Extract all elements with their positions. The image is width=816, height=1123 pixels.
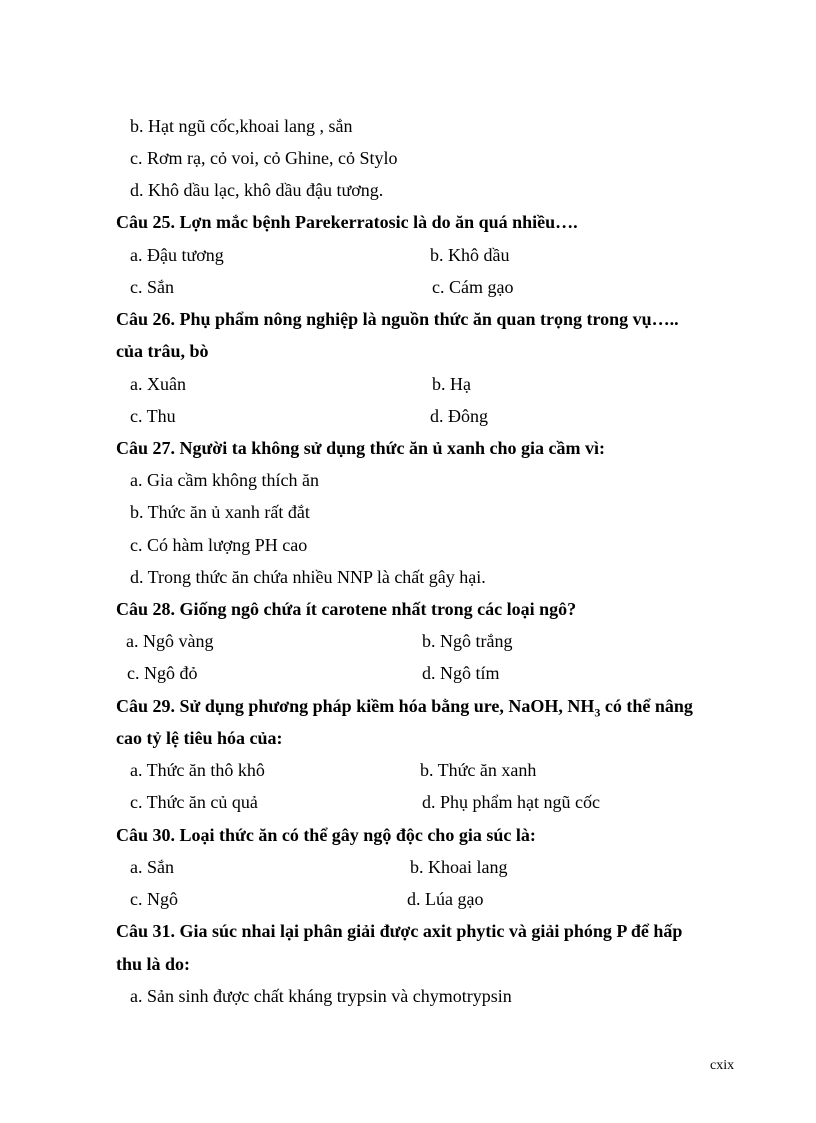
q26-option-d: d. Đông bbox=[430, 406, 488, 426]
q28-option-a: a. Ngô vàng bbox=[126, 631, 214, 651]
q25-option-b: b. Khô dầu bbox=[430, 245, 510, 265]
question-29-line-1 bbox=[116, 695, 693, 720]
question-26-line-1: Câu 26. Phụ phẩm nông nghiệp là nguồn thức ăn quan trọng trong vụ….. bbox=[116, 309, 679, 329]
q28-option-b: b. Ngô trắng bbox=[422, 631, 513, 651]
q29-option-a: a. Thức ăn thô khô bbox=[130, 760, 265, 780]
q25-option-a: a. Đậu tương bbox=[130, 245, 224, 265]
q29-text-part-1: Câu 29. Sử dụng phương pháp kiềm hóa bằng ure, NaOH, NH bbox=[116, 696, 595, 716]
q26-option-b: b. Hạ bbox=[432, 374, 471, 394]
q29-option-d: d. Phụ phẩm hạt ngũ cốc bbox=[422, 792, 600, 812]
q28-option-d: d. Ngô tím bbox=[422, 663, 500, 683]
q27-option-a: a. Gia cầm không thích ăn bbox=[130, 470, 319, 490]
q29-subscript: 3 bbox=[594, 705, 601, 720]
q27-option-b: b. Thức ăn ủ xanh rất đắt bbox=[130, 502, 310, 522]
option-c: c. Rơm rạ, cỏ voi, cỏ Ghine, cỏ Stylo bbox=[130, 148, 398, 168]
q25-option-c: c. Sắn bbox=[130, 277, 174, 297]
q30-option-c: c. Ngô bbox=[130, 889, 178, 909]
q31-option-a: a. Sản sinh được chất kháng trypsin và chymotrypsin bbox=[130, 986, 512, 1006]
q30-option-a: a. Sắn bbox=[130, 857, 174, 877]
question-31-line-2: thu là do: bbox=[116, 954, 191, 974]
q28-option-c: c. Ngô đỏ bbox=[127, 663, 198, 683]
question-27: Câu 27. Người ta không sử dụng thức ăn ủ xanh cho gia cầm vì: bbox=[116, 438, 605, 458]
q27-option-d: d. Trong thức ăn chứa nhiều NNP là chất gây hại. bbox=[130, 567, 486, 587]
question-30: Câu 30. Loại thức ăn có thể gây ngộ độc cho gia súc là: bbox=[116, 825, 536, 845]
q30-option-b: b. Khoai lang bbox=[410, 857, 508, 877]
question-31-line-1: Câu 31. Gia súc nhai lại phân giải được axit phytic và giải phóng P để hấp bbox=[116, 921, 683, 941]
q26-option-a: a. Xuân bbox=[130, 374, 186, 394]
option-b: b. Hạt ngũ cốc,khoai lang , sắn bbox=[130, 116, 353, 136]
q30-option-d: d. Lúa gạo bbox=[407, 889, 484, 909]
q29-option-b: b. Thức ăn xanh bbox=[420, 760, 537, 780]
page-number: cxix bbox=[710, 1058, 735, 1073]
q25-option-d: c. Cám gạo bbox=[432, 277, 514, 297]
option-d: d. Khô dầu lạc, khô dầu đậu tương. bbox=[130, 180, 384, 200]
q29-text-part-2: có thể nâng bbox=[600, 696, 693, 716]
q29-option-c: c. Thức ăn củ quả bbox=[130, 792, 258, 812]
q26-option-c: c. Thu bbox=[130, 406, 176, 426]
question-25: Câu 25. Lợn mắc bệnh Parekerratosic là do ăn quá nhiều…. bbox=[116, 212, 578, 232]
q27-option-c: c. Có hàm lượng PH cao bbox=[130, 535, 308, 555]
question-26-line-2: của trâu, bò bbox=[116, 341, 209, 361]
question-28: Câu 28. Giống ngô chứa ít carotene nhất trong các loại ngô? bbox=[116, 599, 577, 619]
question-29-line-2: cao tỷ lệ tiêu hóa của: bbox=[116, 728, 283, 748]
